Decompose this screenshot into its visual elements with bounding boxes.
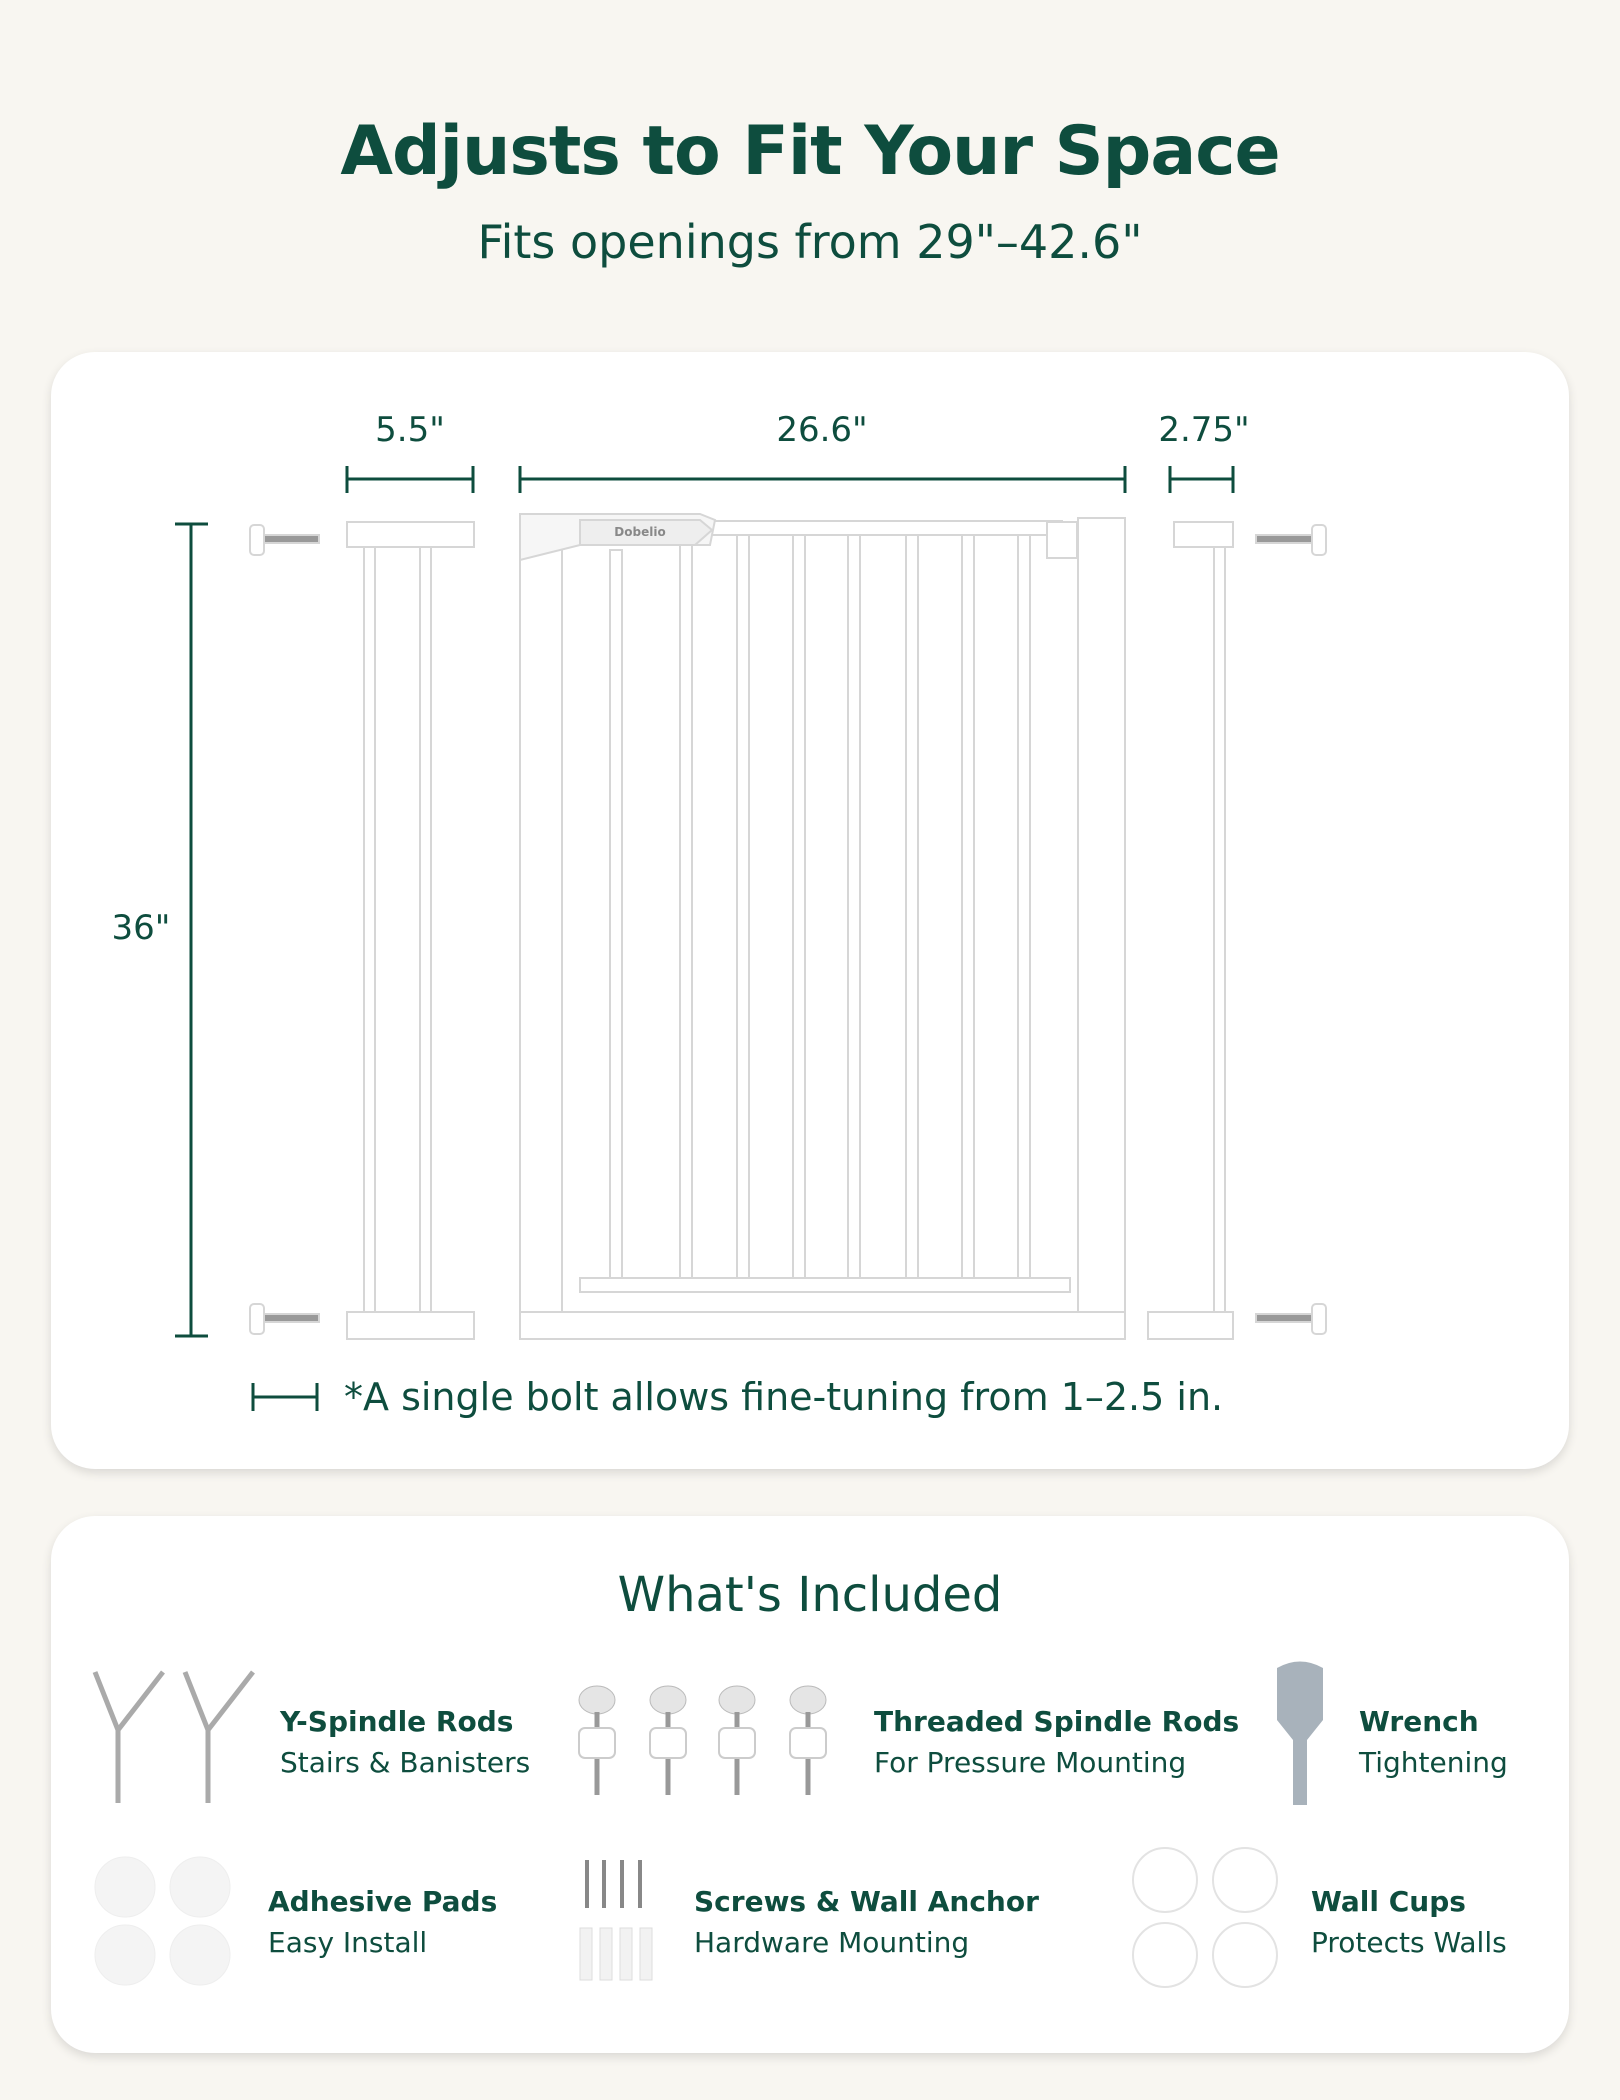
item-subtitle: Tightening <box>1359 1746 1508 1779</box>
bolt-icons <box>250 525 1326 1334</box>
item-subtitle: Stairs & Banisters <box>280 1746 531 1779</box>
wrench-icon <box>1277 1662 1323 1806</box>
dim-label-right-extension: 2.75" <box>1158 410 1250 450</box>
bolt-note: *A single bolt allows fine-tuning from 1–2.5 in. <box>344 1375 1224 1419</box>
included-item <box>1359 1705 1508 1779</box>
dim-line-right <box>1170 466 1233 493</box>
included-item <box>1311 1885 1507 1959</box>
item-title: Adhesive Pads <box>268 1885 498 1918</box>
included-item <box>874 1705 1239 1779</box>
item-subtitle: For Pressure Mounting <box>874 1746 1187 1779</box>
screws-and-anchors-icon <box>580 1860 652 1980</box>
dimension-lines <box>175 466 1233 1411</box>
left-extension <box>347 522 474 1339</box>
dim-label-gate-width: 26.6" <box>776 410 868 450</box>
dim-label-height: 36" <box>111 908 171 948</box>
item-subtitle: Hardware Mounting <box>694 1926 970 1959</box>
item-title: Threaded Spindle Rods <box>874 1705 1240 1738</box>
included-title: What's Included <box>617 1567 1003 1623</box>
right-extension <box>1148 522 1233 1339</box>
item-title: Wall Cups <box>1311 1885 1466 1918</box>
included-item <box>280 1705 530 1779</box>
item-title: Y-Spindle Rods <box>280 1705 514 1738</box>
dim-line-left <box>347 466 473 493</box>
main-gate <box>520 514 1125 1339</box>
item-title: Screws & Wall Anchor <box>694 1885 1039 1918</box>
item-subtitle: Protects Walls <box>1311 1926 1507 1959</box>
adhesive-pads-icon <box>95 1857 230 1985</box>
item-subtitle: Easy Install <box>268 1926 428 1959</box>
dim-line-height <box>175 524 208 1336</box>
page-subtitle: Fits openings from 29"–42.6" <box>477 215 1143 269</box>
included-item <box>694 1885 1039 1959</box>
threaded-spindle-rods-icon <box>579 1686 826 1795</box>
wall-cups-icon <box>1133 1848 1277 1987</box>
page-title: Adjusts to Fit Your Space <box>340 112 1280 191</box>
brand-logo: Dobelio <box>614 525 666 539</box>
dim-line-gate <box>520 466 1125 493</box>
item-title: Wrench <box>1359 1705 1479 1738</box>
included-item <box>268 1885 497 1959</box>
y-spindle-rods-icon <box>95 1672 253 1803</box>
dim-label-left-extension: 5.5" <box>375 410 445 450</box>
dim-line-bolt <box>253 1383 317 1411</box>
